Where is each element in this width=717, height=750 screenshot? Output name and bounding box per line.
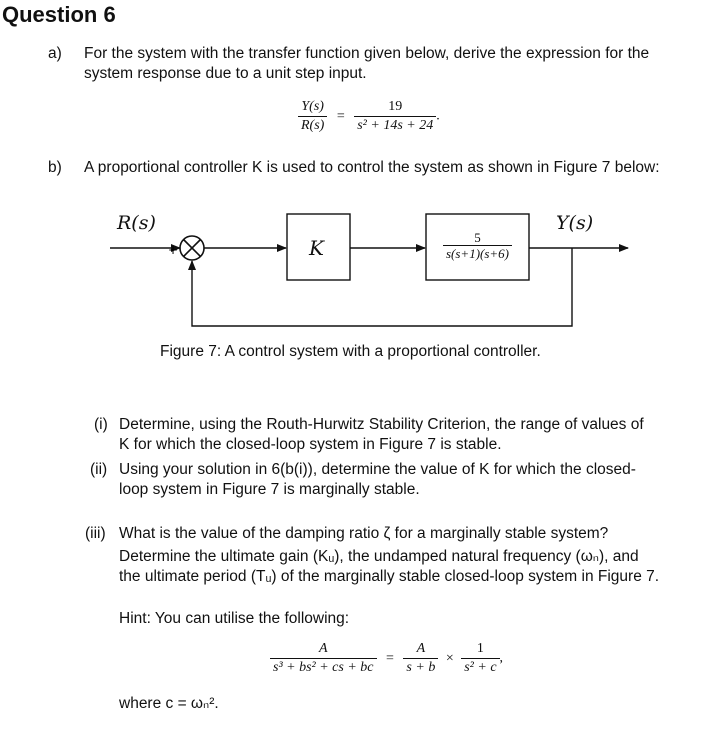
hint-mid-fraction: $\frac{A}{s + b}$ xyxy=(403,640,438,677)
part-b-label: b) xyxy=(48,159,62,176)
block-diagram xyxy=(0,200,717,340)
sum-plus-sign: + xyxy=(168,243,179,257)
tf-rhs-fraction: $\frac{19}{\text{s² + 14s + 24}}$ xyxy=(354,98,436,135)
output-label: Y(s) xyxy=(556,212,594,234)
transfer-function-equation: $\frac{Y(s)}{R(s)}$ = $\frac{19}{\text{s² + 14s + 24}}$ . xyxy=(298,98,440,135)
item-i-label: (i) xyxy=(94,416,108,433)
question-title: Question 6 xyxy=(2,2,116,27)
item-iii-label: (iii) xyxy=(85,525,106,542)
hint-rhs-fraction: $\frac{1}{\text{s² + c}}$ xyxy=(461,640,499,677)
controller-label: K xyxy=(309,236,324,260)
item-ii-line2: loop system in Figure 7 is marginally stable. xyxy=(119,481,420,498)
tf-lhs-fraction: $\frac{Y(s)}{R(s)}$ xyxy=(298,98,327,135)
plant-transfer-function: $\frac{5}{s(s+1)(s+6)}$ xyxy=(429,230,526,262)
hint-where: where c = ωₙ². xyxy=(119,695,219,712)
part-a-line2: system response due to a unit step input. xyxy=(84,65,367,82)
item-iii-line1: What is the value of the damping ratio ζ for a marginally stable system? xyxy=(119,525,609,542)
item-ii-line1: Using your solution in 6(b(i)), determine the value of K for which the closed- xyxy=(119,461,636,478)
item-iii-line2: Determine the ultimate gain (Kᵤ), the undamped natural frequency (ωₙ), and xyxy=(119,548,639,565)
part-a-line1: For the system with the transfer function given below, derive the expression for the xyxy=(84,45,650,62)
hint-text: Hint: You can utilise the following: xyxy=(119,610,350,627)
figure-caption: Figure 7: A control system with a proportional controller. xyxy=(160,343,541,360)
part-b-text: A proportional controller K is used to control the system as shown in Figure 7 below: xyxy=(84,159,660,176)
input-label: R(s) xyxy=(117,212,156,234)
item-i-line2: K for which the closed-loop system in Figure 7 is stable. xyxy=(119,436,502,453)
hint-equation: $\frac{A}{\text{s³ + bs² + cs + bc}}$ = $\frac{A}{s + b}$ × $\frac{1}{\text{s² + c}}$ , xyxy=(270,640,503,677)
summing-junction xyxy=(180,236,204,260)
hint-lhs-fraction: $\frac{A}{\text{s³ + bs² + cs + bc}}$ xyxy=(270,640,377,677)
item-i-line1: Determine, using the Routh-Hurwitz Stability Criterion, the range of values of xyxy=(119,416,644,433)
item-ii-label: (ii) xyxy=(90,461,108,478)
item-iii-line3: the ultimate period (Tᵤ) of the marginally stable closed-loop system in Figure 7. xyxy=(119,568,660,585)
part-a-label: a) xyxy=(48,45,62,62)
